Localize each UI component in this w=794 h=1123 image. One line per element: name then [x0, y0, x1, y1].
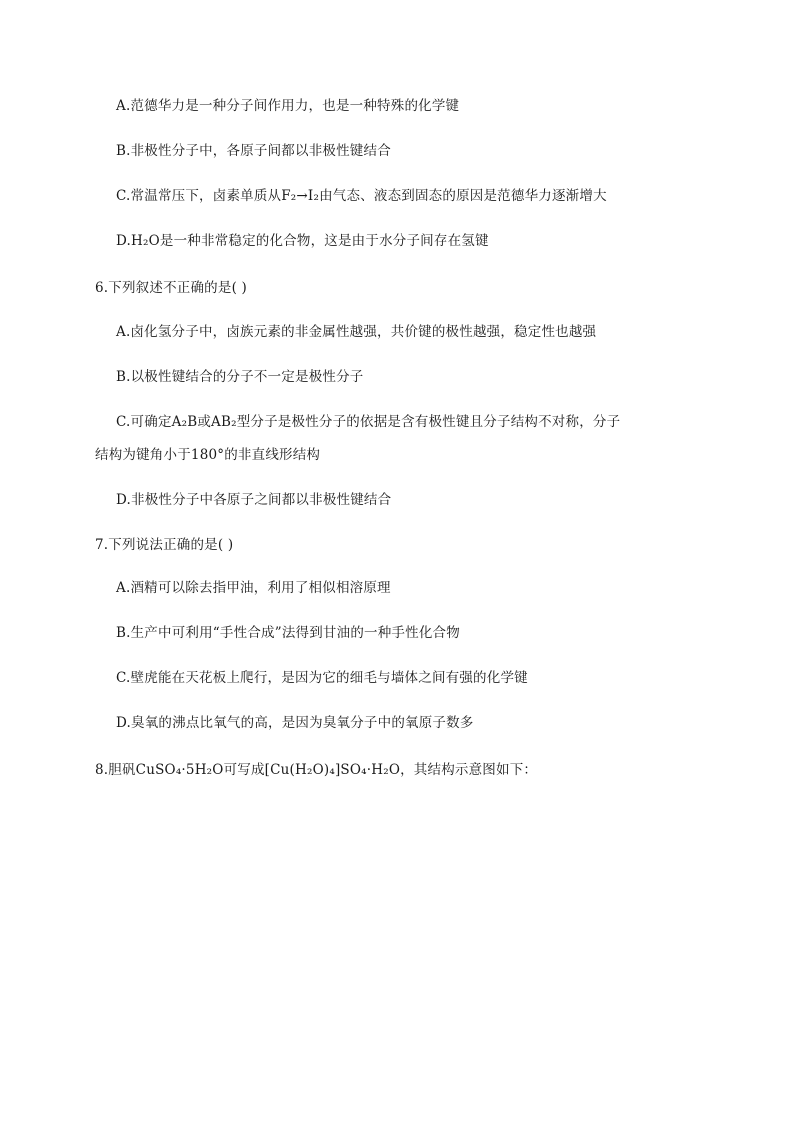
- q5-option-d: D.H₂O是一种非常稳定的化合物，这是由于水分子间存在氢键: [116, 233, 489, 249]
- q7-stem: 7.下列说法正确的是( ): [95, 537, 234, 553]
- q7-option-b: B.生产中可利用“手性合成”法得到甘油的一种手性化合物: [116, 625, 460, 641]
- q7-option-a: A.酒精可以除去指甲油，利用了相似相溶原理: [116, 580, 391, 596]
- q5-option-b: B.非极性分子中，各原子间都以非极性键结合: [116, 143, 391, 159]
- q5-option-c: C.常温常压下，卤素单质从F₂→I₂由气态、液态到固态的原因是范德华力逐渐增大: [116, 188, 607, 204]
- q6-option-c: C.可确定A₂B或AB₂型分子是极性分子的依据是含有极性键且分子结构不对称，分子: [116, 414, 621, 430]
- q8-stem: 8.胆矾CuSO₄·5H₂O可写成[Cu(H₂O)₄]SO₄·H₂O，其结构示意图如下：: [95, 762, 538, 778]
- q6-option-a: A.卤化氢分子中，卤族元素的非金属性越强，共价键的极性越强，稳定性也越强: [116, 324, 597, 340]
- q6-stem: 6.下列叙述不正确的是( ): [95, 280, 248, 296]
- q6-option-c-continued: 结构为键角小于180°的非直线形结构: [95, 447, 321, 463]
- q5-option-a: A.范德华力是一种分子间作用力，也是一种特殊的化学键: [116, 98, 460, 114]
- q6-option-b: B.以极性键结合的分子不一定是极性分子: [116, 369, 364, 385]
- q6-option-d: D.非极性分子中各原子之间都以非极性键结合: [116, 492, 392, 508]
- q7-option-d: D.臭氧的沸点比氧气的高，是因为臭氧分子中的氧原子数多: [116, 715, 474, 731]
- q7-option-c: C.壁虎能在天花板上爬行，是因为它的细毛与墙体之间有强的化学键: [116, 670, 528, 686]
